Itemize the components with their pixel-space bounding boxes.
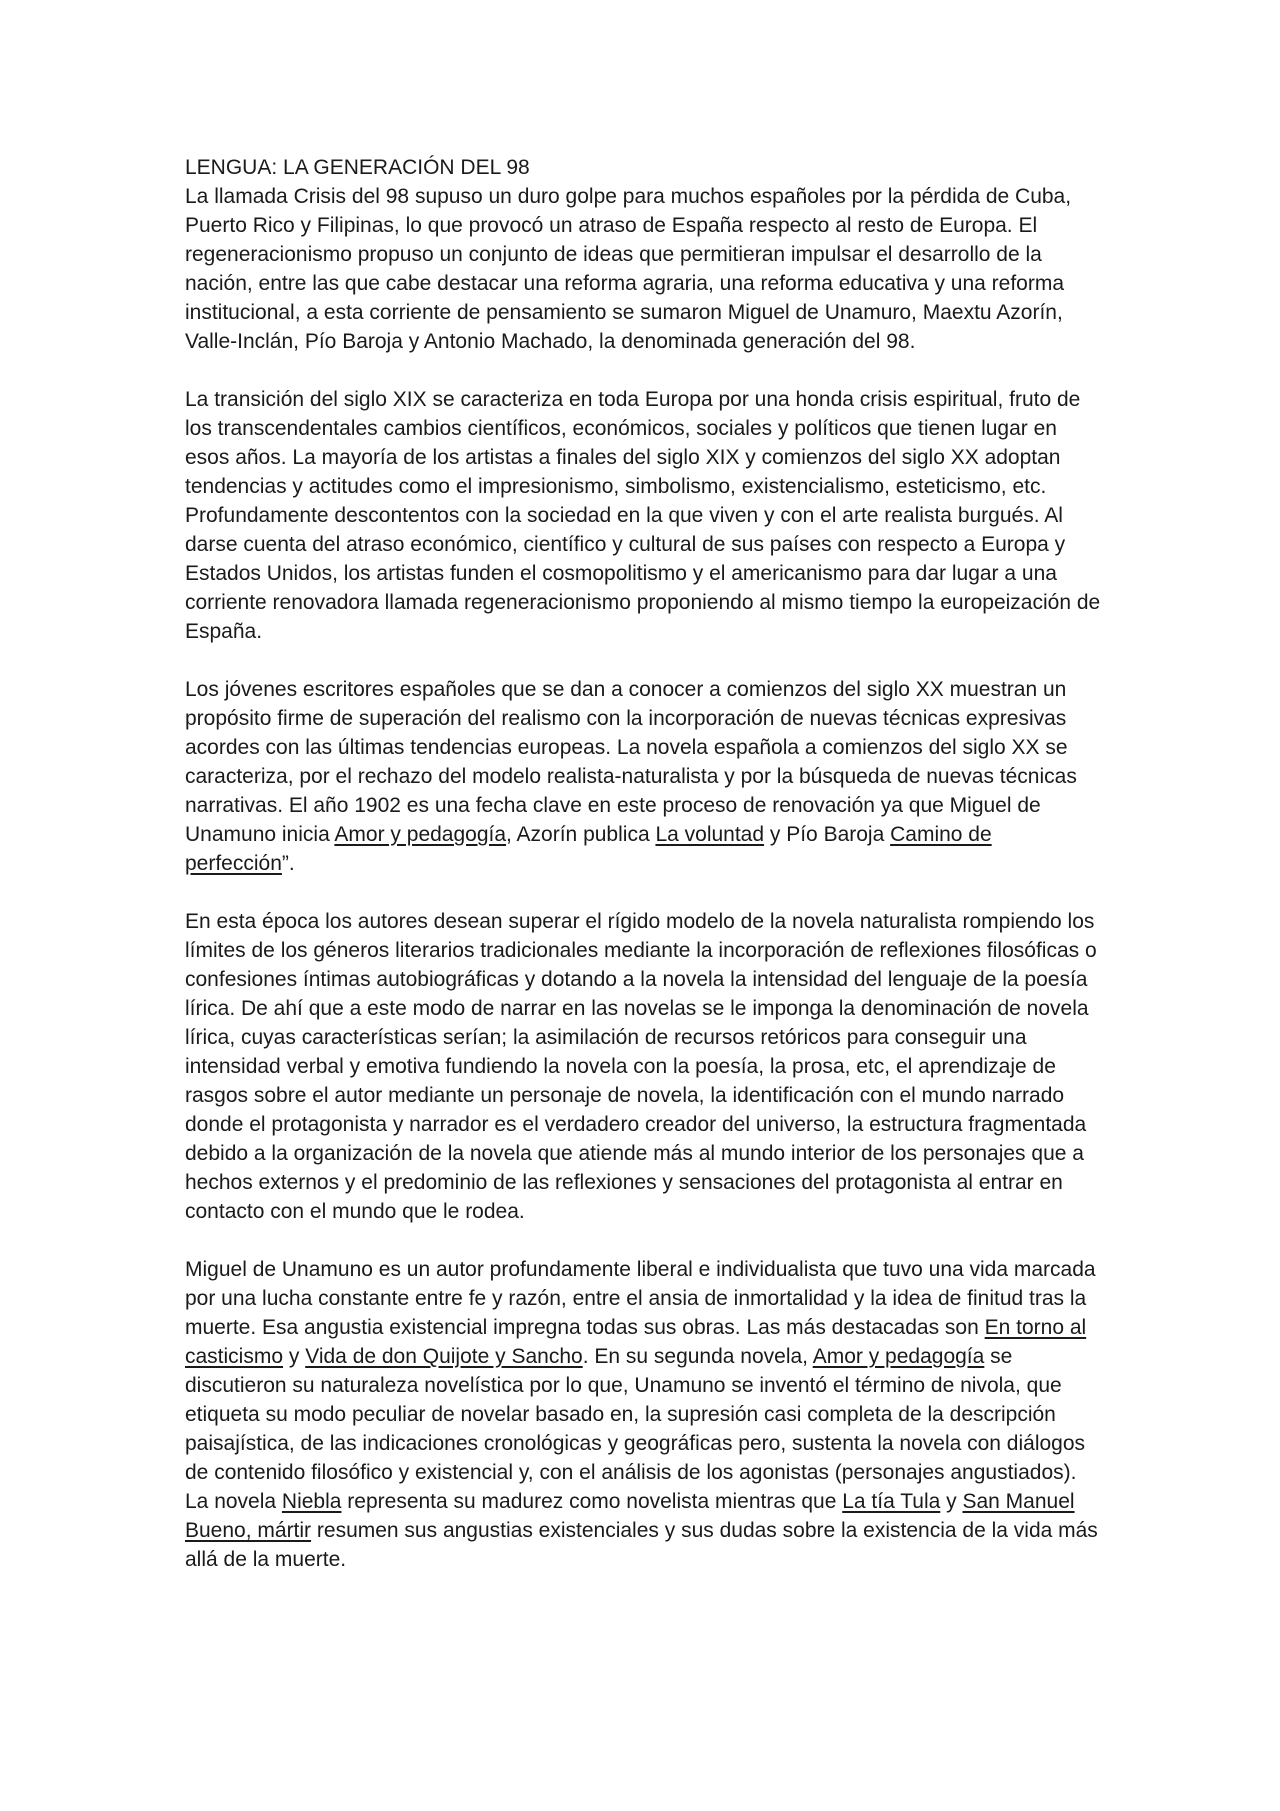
paragraph-crisis-98: La llamada Crisis del 98 supuso un duro golpe para muchos españoles por la pérdida de Cuba, Puerto Rico y Filipinas, lo que provocó un atraso de España respecto al resto de Europa. El regeneracionismo propuso un conjunto de ideas que permitieran impulsar el desarrollo de la nación, entre las que cabe destacar una reforma agraria, una reforma educativa y una reforma institucional, a esta corriente de pensamiento se sumaron Miguel de Unamuro, Maextu Azorín, Valle-Inclán, Pío Baroja y Antonio Machado, la denominada generación del 98.: [185, 185, 1072, 353]
book-title-niebla: Niebla: [281, 1490, 342, 1513]
text-run: y: [283, 1345, 306, 1368]
book-title-camino-de-perfeccion: Camino de perfección: [185, 823, 992, 875]
text-run: y: [940, 1490, 963, 1513]
paragraph-transicion-siglo-xix: La transición del siglo XIX se caracteriza en toda Europa por una honda crisis espiritual, fruto de los transcendentales cambios científicos, económicos, sociales y políticos que tienen lugar en esos años. La mayoría de los artistas a finales del siglo XIX y comienzos del siglo XX adoptan tendencias y actitudes como el impresionismo, simbolismo, existencialismo, esteticismo, etc. Profundamente descontentos con la sociedad en la que viven y con el arte realista burgués. Al darse cuenta del atraso económico, científico y cultural de sus países con respecto a Europa y Estados Unidos, los artistas funden el cosmopolitismo y el americanismo para dar lugar a una corriente renovadora llamada regeneracionismo proponiendo al mismo tiempo la europeización de España.: [185, 388, 1101, 643]
text-run: representa su madurez como novelista mientras que: [341, 1490, 843, 1513]
text-run: y Pío Baroja: [764, 823, 891, 846]
text-run: resumen sus angustias existenciales y sus dudas sobre la existencia de la vida más allá de la muerte.: [185, 1519, 1098, 1571]
paragraph-jovenes-escritores: [185, 675, 1103, 878]
text-run: , Azorín publica: [506, 823, 656, 846]
book-title-amor-y-pedagogia-2: Amor y pedagogía: [812, 1345, 985, 1368]
book-title-la-voluntad: La voluntad: [655, 823, 765, 846]
book-title-la-tia-tula: La tía Tula: [842, 1490, 941, 1513]
document-page: [185, 153, 1103, 1603]
book-title-en-torno-al-casticismo: En torno al casticismo: [185, 1316, 1087, 1368]
document-title: LENGUA: LA GENERACIÓN DEL 98: [185, 156, 530, 179]
text-run: Los jóvenes escritores españoles que se dan a conocer a comienzos del siglo XX muestran un propósito firme de superación del realismo con la incorporación de nuevas técnicas expresivas acordes con las últimas tendencias europeas. La novela española a comienzos del siglo XX se caracteriza, por el rechazo del modelo realista-naturalista y por la búsqueda de nuevas técnicas narrativas. El año 1902 es una fecha clave en este proceso de renovación ya que Miguel de Unamuno inicia: [185, 678, 1077, 846]
book-title-vida-de-don-quijote: Vida de don Quijote y Sancho: [305, 1345, 583, 1368]
book-title-amor-y-pedagogia: Amor y pedagogía: [334, 823, 507, 846]
text-run: . En su segunda novela,: [582, 1345, 813, 1368]
text-run: se discutieron su naturaleza novelística por lo que, Unamuno se inventó el término de nivola, que etiqueta su modo peculiar de novelar basado en, la supresión casi completa de la descripción paisajística, de las indicaciones cronológicas y geográficas pero, sustenta la novela con diálogos de contenido filosófico y existencial y, con el análisis de los agonistas (personajes angustiados). La novela: [185, 1345, 1086, 1513]
paragraph-miguel-de-unamuno: [185, 1255, 1103, 1574]
paragraph-novela-lirica: En esta época los autores desean superar el rígido modelo de la novela naturalista rompiendo los límites de los géneros literarios tradicionales mediante la incorporación de reflexiones filosóficas o confesiones íntimas autobiográficas y dotando a la novela la intensidad del lenguaje de la poesía lírica. De ahí que a este modo de narrar en las novelas se le imponga la denominación de novela lírica, cuyas características serían; la asimilación de recursos retóricos para conseguir una intensidad verbal y emotiva fundiendo la novela con la poesía, la prosa, etc, el aprendizaje de rasgos sobre el autor mediante un personaje de novela, la identificación con el mundo narrado donde el protagonista y narrador es el verdadero creador del universo, la estructura fragmentada debido a la organización de la novela que atiende más al mundo interior de los personajes que a hechos externos y el predominio de las reflexiones y sensaciones del protagonista al entrar en contacto con el mundo que le rodea.: [185, 910, 1097, 1223]
text-run: ”.: [281, 852, 295, 875]
text-run: Miguel de Unamuno es un autor profundamente liberal e individualista que tuvo una vida marcada por una lucha constante entre fe y razón, entre el ansia de inmortalidad y la idea de finitud tras la muerte. Esa angustia existencial impregna todas sus obras. Las más destacadas son: [185, 1258, 1096, 1339]
book-title-san-manuel-bueno: San Manuel Bueno, mártir: [185, 1490, 1075, 1542]
